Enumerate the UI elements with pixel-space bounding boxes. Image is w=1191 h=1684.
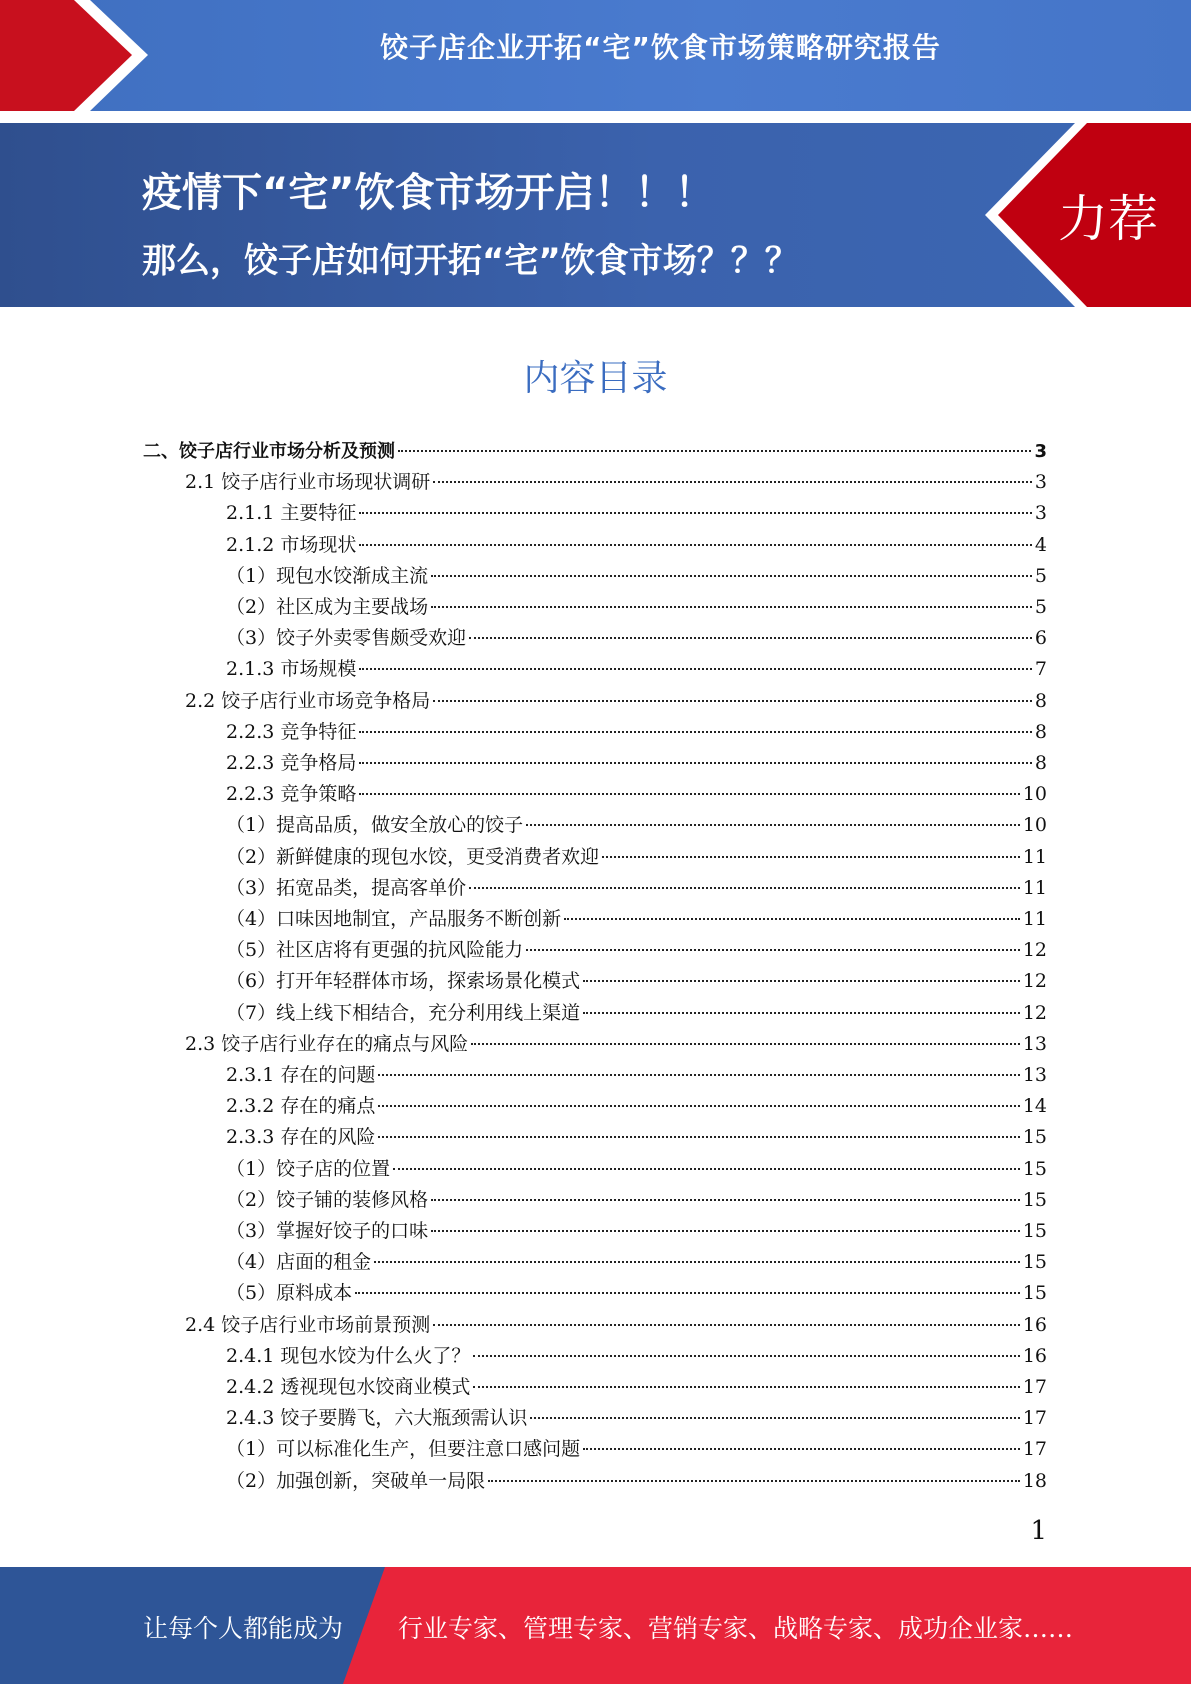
toc-entry[interactable] (226, 748, 1047, 779)
toc-entry[interactable] (185, 467, 1047, 498)
toc-entry-title: 2.3.3 存在的风险 (226, 1126, 376, 1148)
toc-entry-page: 17 (1022, 1407, 1047, 1429)
toc-entry-title: 2.1.3 市场规模 (226, 658, 357, 680)
toc-entry-page: 16 (1022, 1345, 1047, 1367)
toc-entry-page: 15 (1022, 1189, 1047, 1211)
toc-entry-title: 2.1.2 市场现状 (226, 534, 357, 556)
footer-slogan-right: 行业专家、管理专家、营销专家、战略专家、成功企业家…… (398, 1614, 1074, 1643)
toc-dot-leader (359, 544, 1032, 546)
footer-slogan-left: 让每个人都能成为 (143, 1614, 344, 1643)
toc-entry-page: 17 (1022, 1376, 1047, 1398)
toc-entry[interactable] (226, 779, 1047, 810)
toc-entry-title: （3）饺子外卖零售颇受欢迎 (226, 627, 467, 649)
toc-dot-leader (433, 700, 1032, 702)
toc-entry-title: 2.2.3 竞争策略 (226, 783, 357, 805)
toc-entry-page: 12 (1022, 970, 1047, 992)
toc-entry-title: 2.2 饺子店行业市场竞争格局 (185, 690, 431, 712)
toc-entry-title: 2.2.3 竞争格局 (226, 752, 357, 774)
hero-headline: 疫情下“宅”饮食市场开启！！！ (142, 170, 715, 216)
toc-entry[interactable] (226, 654, 1047, 685)
toc-entry-page: 11 (1022, 846, 1047, 868)
toc-dot-leader (433, 1324, 1020, 1326)
toc-entry-page: 15 (1022, 1126, 1047, 1148)
toc-dot-leader (359, 668, 1032, 670)
toc-dot-leader (431, 606, 1032, 608)
toc-dot-leader (433, 481, 1032, 483)
toc-entry[interactable] (226, 530, 1047, 561)
toc-entry[interactable] (226, 1185, 1047, 1216)
toc-entry-page: 12 (1022, 1002, 1047, 1024)
toc-dot-leader (378, 1105, 1019, 1107)
toc-entry-page: 17 (1022, 1438, 1047, 1460)
toc-dot-leader (473, 1386, 1019, 1388)
toc-entry-title: 2.4.1 现包水饺为什么火了？ (226, 1345, 471, 1367)
toc-entry[interactable] (226, 810, 1047, 841)
toc-entry-title: 2.4 饺子店行业市场前景预测 (185, 1314, 431, 1336)
toc-entry-title: （1）现包水饺渐成主流 (226, 565, 429, 587)
toc-dot-leader (583, 1448, 1020, 1450)
toc-dot-leader (359, 793, 1019, 795)
hero-banner (0, 123, 1191, 307)
toc-entry[interactable] (226, 623, 1047, 654)
toc-entry[interactable] (226, 498, 1047, 529)
toc-entry-page: 16 (1022, 1314, 1047, 1336)
toc-entry-title: 2.4.3 饺子要腾飞，六大瓶颈需认识 (226, 1407, 528, 1429)
toc-entry-page: 15 (1022, 1282, 1047, 1304)
toc-entry-page: 15 (1022, 1251, 1047, 1273)
toc-entry-page: 14 (1022, 1095, 1047, 1117)
toc-dot-leader (378, 1074, 1019, 1076)
toc-dot-leader (602, 856, 1020, 858)
toc-entry[interactable] (226, 1247, 1047, 1278)
toc-dot-leader (393, 1168, 1020, 1170)
toc-entry-page: 8 (1034, 721, 1047, 743)
toc-dot-leader (526, 824, 1020, 826)
toc-entry-page: 13 (1022, 1033, 1047, 1055)
toc-entry-page: 15 (1022, 1220, 1047, 1242)
toc-entry-title: （3）拓宽品类，提高客单价 (226, 877, 467, 899)
toc-dot-leader (355, 1292, 1020, 1294)
toc-entry[interactable] (226, 592, 1047, 623)
toc-entry[interactable] (226, 1216, 1047, 1247)
toc-entry-title: （2）社区成为主要战场 (226, 596, 429, 618)
toc-entry[interactable] (226, 717, 1047, 748)
toc-entry[interactable] (226, 1341, 1047, 1372)
toc-dot-leader (378, 1136, 1019, 1138)
toc-entry[interactable] (226, 842, 1047, 873)
toc-entry-title: 2.3 饺子店行业存在的痛点与风险 (185, 1033, 469, 1055)
toc-dot-leader (359, 731, 1032, 733)
page-number: 1 (1030, 1516, 1047, 1546)
toc-entry-title: （5）原料成本 (226, 1282, 353, 1304)
toc-entry-title: 2.4.2 透视现包水饺商业模式 (226, 1376, 471, 1398)
toc-entry[interactable] (226, 873, 1047, 904)
toc-entry-page: 8 (1034, 752, 1047, 774)
toc-dot-leader (398, 450, 1031, 452)
footer-band (0, 1567, 1191, 1684)
toc-entry-title: （7）线上线下相结合，充分利用线上渠道 (226, 1002, 581, 1024)
toc-dot-leader (471, 1043, 1020, 1045)
toc-entry[interactable] (185, 1310, 1047, 1341)
toc-entry[interactable] (226, 561, 1047, 592)
hero-subheadline: 那么，饺子店如何开拓“宅”饮食市场？？？ (142, 241, 799, 281)
toc-entry-page: 6 (1034, 627, 1047, 649)
toc-entry[interactable] (226, 966, 1047, 997)
toc-dot-leader (431, 1199, 1020, 1201)
header-chevron-icon (0, 0, 160, 111)
toc-entry-title: （1）可以标准化生产，但要注意口感问题 (226, 1438, 581, 1460)
toc-dot-leader (469, 637, 1032, 639)
toc-dot-leader (583, 1012, 1020, 1014)
toc-entry-title: 2.3.1 存在的问题 (226, 1064, 376, 1086)
toc-entry-page: 18 (1022, 1470, 1047, 1492)
toc-entry[interactable] (226, 1122, 1047, 1153)
toc-entry[interactable] (226, 904, 1047, 935)
toc-dot-leader (469, 887, 1020, 889)
toc-entry[interactable] (226, 1403, 1047, 1434)
toc-entry-title: （2）饺子铺的装修风格 (226, 1189, 429, 1211)
toc-dot-leader (530, 1417, 1019, 1419)
toc-entry[interactable] (226, 1060, 1047, 1091)
toc-entry-title: （6）打开年轻群体市场，探索场景化模式 (226, 970, 581, 992)
toc-entry-title: 2.2.3 竞争特征 (226, 721, 357, 743)
toc-dot-leader (488, 1480, 1020, 1482)
toc-dot-leader (473, 1355, 1019, 1357)
toc-dot-leader (431, 575, 1032, 577)
toc-dot-leader (564, 918, 1020, 920)
toc-entry-title: 2.1 饺子店行业市场现状调研 (185, 471, 431, 493)
toc-entry[interactable] (226, 998, 1047, 1029)
toc-entry-page: 5 (1034, 565, 1047, 587)
toc-entry-title: 二、饺子店行业市场分析及预测 (143, 441, 395, 462)
toc-entry-page: 3 (1034, 502, 1047, 524)
toc-entry-page: 4 (1034, 534, 1047, 556)
report-title: 饺子店企业开拓“宅”饮食市场策略研究报告 (380, 31, 941, 64)
toc-entry[interactable] (226, 1154, 1047, 1185)
toc-dot-leader (431, 1230, 1020, 1232)
toc-entry-title: （1）饺子店的位置 (226, 1158, 391, 1180)
toc-entry-title: 2.1.1 主要特征 (226, 502, 357, 524)
toc-entry-page: 8 (1034, 690, 1047, 712)
toc-dot-leader (359, 762, 1032, 764)
toc-entry-page: 10 (1022, 783, 1047, 805)
toc-entry[interactable] (226, 1466, 1047, 1497)
toc-entry[interactable] (226, 935, 1047, 966)
toc-entry-page: 15 (1022, 1158, 1047, 1180)
toc-entry[interactable] (226, 1091, 1047, 1122)
toc-entry[interactable] (226, 1278, 1047, 1309)
toc-entry-title: （3）掌握好饺子的口味 (226, 1220, 429, 1242)
toc-entry-page: 11 (1022, 877, 1047, 899)
toc-entry-page: 11 (1022, 908, 1047, 930)
toc-entry-page: 3 (1034, 441, 1047, 462)
toc-entry-title: （1）提高品质，做安全放心的饺子 (226, 814, 524, 836)
toc-dot-leader (583, 980, 1020, 982)
toc-entry-page: 5 (1034, 596, 1047, 618)
toc-entry[interactable] (185, 686, 1047, 717)
toc-entry-title: （2）加强创新，突破单一局限 (226, 1470, 486, 1492)
toc-dot-leader (526, 949, 1020, 951)
toc-entry-title: （4）口味因地制宜，产品服务不断创新 (226, 908, 562, 930)
toc-entry[interactable] (226, 1434, 1047, 1465)
toc-entry-title: 2.3.2 存在的痛点 (226, 1095, 376, 1117)
toc-entry-title: （4）店面的租金 (226, 1251, 372, 1273)
header-band (0, 0, 1191, 111)
recommend-label: 力荐 (1058, 190, 1158, 248)
toc-entry-page: 13 (1022, 1064, 1047, 1086)
toc-entry-page: 3 (1034, 471, 1047, 493)
toc-entry-page: 7 (1034, 658, 1047, 680)
toc-entry[interactable] (226, 1372, 1047, 1403)
toc-heading: 内容目录 (523, 358, 668, 399)
toc-entry-title: （5）社区店将有更强的抗风险能力 (226, 939, 524, 961)
toc-entry-page: 10 (1022, 814, 1047, 836)
toc-entry[interactable] (185, 1029, 1047, 1060)
toc-dot-leader (374, 1261, 1020, 1263)
toc-dot-leader (359, 512, 1032, 514)
toc-entry-title: （2）新鲜健康的现包水饺，更受消费者欢迎 (226, 846, 600, 868)
toc-entry-page: 12 (1022, 939, 1047, 961)
toc-entry[interactable] (143, 436, 1047, 467)
